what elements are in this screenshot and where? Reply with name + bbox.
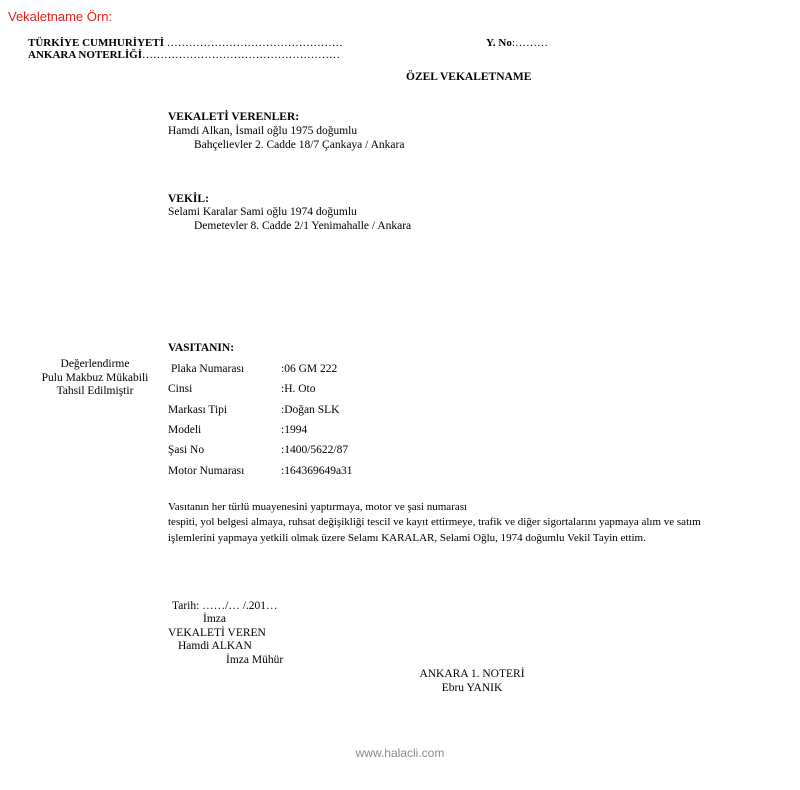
giver-name: Hamdi ALKAN	[178, 640, 252, 652]
header-notary-dots: ………………………………………………	[142, 49, 340, 61]
agent-line-1: Selami Karalar Sami oğlu 1974 doğumlu	[168, 206, 357, 218]
header-notary-line	[28, 48, 340, 62]
stamp-note-line-1: Değerlendirme	[60, 358, 130, 370]
agent-heading: VEKİL:	[168, 193, 209, 205]
principals-line-1: Hamdi Alkan, İsmail oğlu 1975 doğumlu	[168, 125, 358, 137]
vehicle-row-label: Motor Numarası	[168, 465, 245, 477]
principals-line-2: Bahçelievler 2. Cadde 18/7 Çankaya / Ankara	[194, 139, 405, 151]
header-yno-label: Y. No	[486, 37, 512, 49]
header-notary: ANKARA NOTERLİĞİ	[28, 49, 142, 61]
vehicle-row-value: :Doğan SLK	[281, 404, 340, 416]
notary-signature	[402, 667, 542, 695]
document-title: ÖZEL VEKALETNAME	[406, 71, 532, 83]
body-line-1: Vasıtanın her türlü muayenesini yaptırmaya, motor ve şasi numarası	[168, 501, 468, 513]
body-line-3: işlemlerini yapmaya yetkili olmak üzere Selamı KARALAR, Selami Oğlu, 1974 doğumlu Vekil Tayin ettim.	[168, 532, 646, 544]
stamp-note-line-2: Pulu Makbuz Mükabili	[41, 371, 149, 384]
vehicle-row-value: :H. Oto	[281, 383, 316, 395]
notary-signature-line-1: ANKARA 1. NOTERİ	[419, 668, 525, 680]
vehicle-row-value: :1400/5622/87	[281, 444, 349, 456]
vehicle-heading: VASITANIN:	[168, 342, 235, 354]
header-yno-line	[486, 36, 548, 50]
body-line-2: tespiti, yol belgesi almaya, ruhsat değişikliği tescil ve kayıt ettirmeye, trafik ve diğer sigortalarını yapmaya alım ve satım	[168, 516, 701, 528]
footer-website: www.halacli.com	[355, 746, 445, 760]
vehicle-row-label: Plaka Numarası	[171, 363, 245, 375]
vehicle-row-label: Cinsi	[168, 383, 193, 395]
vehicle-row-label: Markası Tipi	[168, 404, 228, 416]
vehicle-row-label: Modeli	[168, 424, 202, 436]
example-caption: Vekaletname Örn:	[8, 9, 113, 24]
header-republic-dots: …………………………………………	[166, 37, 343, 49]
agent-line-2: Demetevler 8. Cadde 2/1 Yenimahalle / Ankara	[194, 220, 412, 232]
notary-signature-line-2: Ebru YANIK	[441, 682, 503, 694]
signature-imza: İmza	[203, 613, 226, 625]
vehicle-row-label: Şasi No	[168, 444, 205, 456]
header-republic: TÜRKİYE CUMHURİYETİ	[28, 37, 164, 49]
signature-imza-muhur: İmza Mühür	[226, 654, 284, 666]
vehicle-row-value: :06 GM 222	[281, 363, 338, 375]
vehicle-row-value: :164369649a31	[281, 465, 353, 477]
principals-heading: VEKALETİ VERENLER:	[168, 111, 300, 123]
vehicle-row-value: :1994	[281, 424, 308, 436]
stamp-note	[20, 358, 170, 399]
header-yno-dots: :………	[511, 37, 548, 49]
stamp-note-line-3: Tahsil Edilmiştir	[56, 385, 134, 397]
date-line: Tarih: ……/… /.201…	[172, 600, 278, 612]
giver-label: VEKALETİ VEREN	[168, 627, 266, 639]
